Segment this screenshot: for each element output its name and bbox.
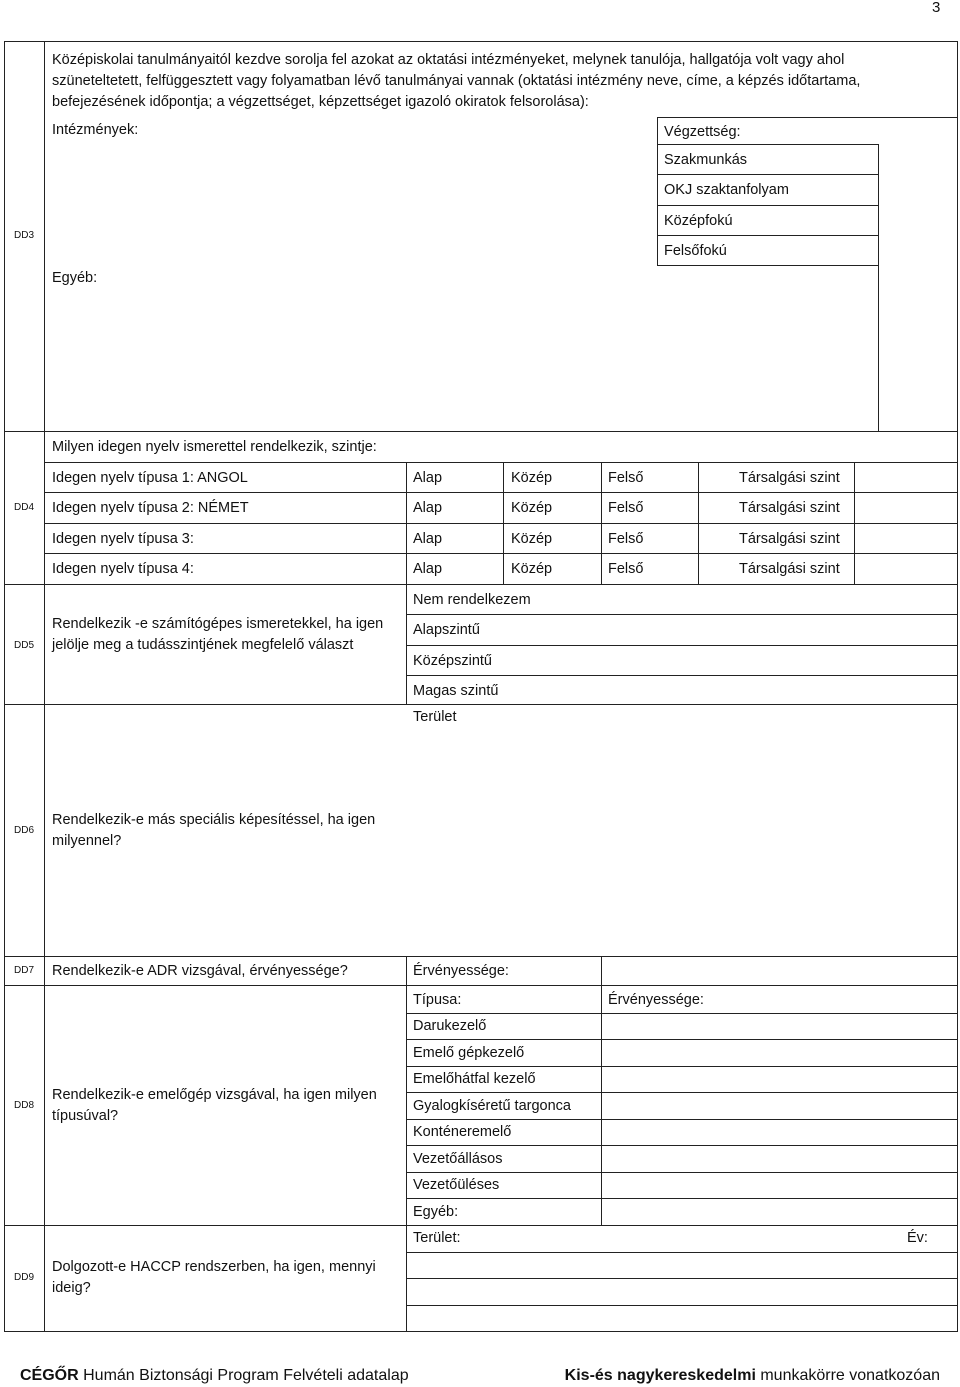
dd8-code: DD8 <box>14 1100 35 1111</box>
dd8-col-2 <box>601 985 602 1225</box>
dd4-level: Társalgási szint <box>739 500 840 516</box>
code-column-divider <box>44 41 45 1331</box>
dd8-type: Konténeremelő <box>413 1124 512 1140</box>
footer-left <box>20 1366 409 1386</box>
dd4-level: Alap <box>413 470 443 486</box>
dd3-education-option: Felsőfokú <box>664 243 727 259</box>
dd4-row-label: Idegen nyelv típusa 2: NÉMET <box>52 500 249 516</box>
dd5-option: Alapszintű <box>413 622 480 638</box>
dd6-bottom <box>4 956 958 957</box>
dd3-education-col-right <box>878 144 879 431</box>
dd3-line-3 <box>657 205 878 206</box>
dd3-question-line-1: Középiskolai tanulmányaitól kezdve sorolja fel azokat az oktatási intézményeket, melynek tanulója, hallgatója volt vagy ahol <box>52 52 845 68</box>
dd8-type: Vezetőüléses <box>413 1177 500 1193</box>
dd8-line-5 <box>406 1119 957 1120</box>
dd5-option: Középszintű <box>413 653 492 669</box>
dd5-area-label: Terület <box>413 709 457 725</box>
frame-right <box>957 41 958 1331</box>
footer-right <box>565 1366 940 1386</box>
dd9-line-3 <box>406 1305 957 1306</box>
frame-top <box>4 41 958 42</box>
dd4-col-5 <box>854 462 855 584</box>
dd4-level: Társalgási szint <box>739 470 840 486</box>
dd3-code: DD3 <box>14 230 35 241</box>
dd8-line-2 <box>406 1039 957 1040</box>
frame-left <box>4 41 5 1331</box>
dd9-line-1 <box>406 1252 957 1253</box>
dd8-type: Darukezelő <box>413 1018 487 1034</box>
dd3-education-option: OKJ szaktanfolyam <box>664 182 789 198</box>
dd3-line-1 <box>657 144 878 145</box>
dd4-row-label: Idegen nyelv típusa 1: ANGOL <box>52 470 248 486</box>
dd8-line-6 <box>406 1145 957 1146</box>
footer-right-text: munkakörre vonatkozóan <box>755 1367 940 1384</box>
dd3-question-line-2: szüneteltetett, felfüggesztett vagy folyamatban lévő tanulmányai vannak (oktatási intézmény neve, címe, a képzés időtartama, <box>52 73 861 89</box>
footer-brand: CÉGŐR <box>20 1367 79 1384</box>
dd3-education-header-line <box>657 117 957 118</box>
dd7-validity-label: Érvényessége: <box>413 963 509 979</box>
dd4-row-label: Idegen nyelv típusa 3: <box>52 531 194 547</box>
dd3-education-option: Középfokú <box>664 213 733 229</box>
dd4-level: Közép <box>511 470 553 486</box>
dd8-type: Emelőhátfal kezelő <box>413 1071 536 1087</box>
dd3-other-label: Egyéb: <box>52 270 98 286</box>
dd8-line-3 <box>406 1066 957 1067</box>
dd4-level: Társalgási szint <box>739 531 840 547</box>
dd3-line-5 <box>657 265 878 266</box>
dd4-level: Felső <box>608 531 644 547</box>
dd7-bottom <box>4 985 958 986</box>
dd5-bottom <box>4 704 958 705</box>
dd5-col <box>406 584 407 704</box>
dd5-line-2 <box>406 645 957 646</box>
dd4-level: Közép <box>511 531 553 547</box>
dd4-level: Felső <box>608 470 644 486</box>
dd8-line-7 <box>406 1172 957 1173</box>
dd5-line-1 <box>406 614 957 615</box>
dd9-code: DD9 <box>14 1272 35 1283</box>
dd5-code: DD5 <box>14 640 35 651</box>
dd3-question-line-3: befejezésének időpontja; a végzettséget, képzettséget igazoló okiratok felsorolása): <box>52 94 589 110</box>
dd4-code: DD4 <box>14 502 35 513</box>
dd4-col-1 <box>406 462 407 584</box>
dd4-line-4 <box>44 553 957 554</box>
dd4-level: Alap <box>413 500 443 516</box>
dd9-question: Dolgozott-e HACCP rendszerben, ha igen, mennyi ideig? <box>52 1259 376 1296</box>
dd8-type: Gyalogkíséretű targonca <box>413 1098 571 1114</box>
dd8-type-label: Típusa: <box>413 992 462 1008</box>
dd4-level: Felső <box>608 561 644 577</box>
dd4-level: Felső <box>608 500 644 516</box>
dd7-col <box>406 956 407 985</box>
dd4-level: Közép <box>511 500 553 516</box>
dd3-education-label: Végzettség: <box>664 124 741 140</box>
dd4-level: Alap <box>413 561 443 577</box>
dd4-level: Társalgási szint <box>739 561 840 577</box>
dd4-col-4 <box>698 462 699 584</box>
dd8-validity-label: Érvényessége: <box>608 992 704 1008</box>
dd5-question: Rendelkezik -e számítógépes ismeretekkel, ha igen jelölje meg a tudásszintjének megfelelő választ <box>52 616 384 653</box>
dd8-col <box>406 985 407 1331</box>
dd4-col-2 <box>503 462 504 584</box>
dd6-code: DD6 <box>14 825 35 836</box>
dd3-line-2 <box>657 174 878 175</box>
dd4-line-1 <box>44 462 957 463</box>
dd9-line-2 <box>406 1278 957 1279</box>
dd8-line-1 <box>406 1013 957 1014</box>
dd4-row-label: Idegen nyelv típusa 4: <box>52 561 194 577</box>
dd8-bottom <box>4 1225 958 1226</box>
footer-right-bold: Kis-és nagykereskedelmi <box>564 1367 756 1384</box>
dd9-year-label: Év: <box>907 1230 928 1246</box>
dd4-col-3 <box>601 462 602 584</box>
dd8-question: Rendelkezik-e emelőgép vizsgával, ha igen milyen típusúval? <box>52 1087 377 1124</box>
dd5-option: Nem rendelkezem <box>413 592 531 608</box>
dd6-question: Rendelkezik-e más speciális képesítéssel, ha igen milyennel? <box>52 812 376 849</box>
dd4-level: Közép <box>511 561 553 577</box>
dd3-bottom <box>4 431 958 432</box>
dd3-line-4 <box>657 235 878 236</box>
dd7-question: Rendelkezik-e ADR vizsgával, érvényessége? <box>52 963 348 979</box>
dd4-line-3 <box>44 523 957 524</box>
frame-bottom <box>4 1331 958 1332</box>
dd3-education-col-left <box>657 117 658 265</box>
dd8-type: Egyéb: <box>413 1204 459 1220</box>
dd7-code: DD7 <box>14 965 35 976</box>
dd5-line-3 <box>406 675 957 676</box>
page-number: 3 <box>932 0 941 16</box>
dd8-line-4 <box>406 1092 957 1093</box>
dd7-col-2 <box>601 956 602 985</box>
dd5-option: Magas szintű <box>413 683 499 699</box>
dd4-bottom <box>4 584 958 585</box>
dd4-level: Alap <box>413 531 443 547</box>
dd8-line-8 <box>406 1198 957 1199</box>
dd9-area-label: Terület: <box>413 1230 461 1246</box>
dd8-type: Emelő gépkezelő <box>413 1045 525 1061</box>
dd8-type: Vezetőállásos <box>413 1151 503 1167</box>
dd3-education-option: Szakmunkás <box>664 152 748 168</box>
dd4-line-2 <box>44 492 957 493</box>
footer-left-text: Humán Biztonsági Program Felvételi adatalap <box>78 1367 409 1384</box>
dd3-institutions-label: Intézmények: <box>52 122 139 138</box>
dd4-question: Milyen idegen nyelv ismerettel rendelkezik, szintje: <box>52 439 377 455</box>
